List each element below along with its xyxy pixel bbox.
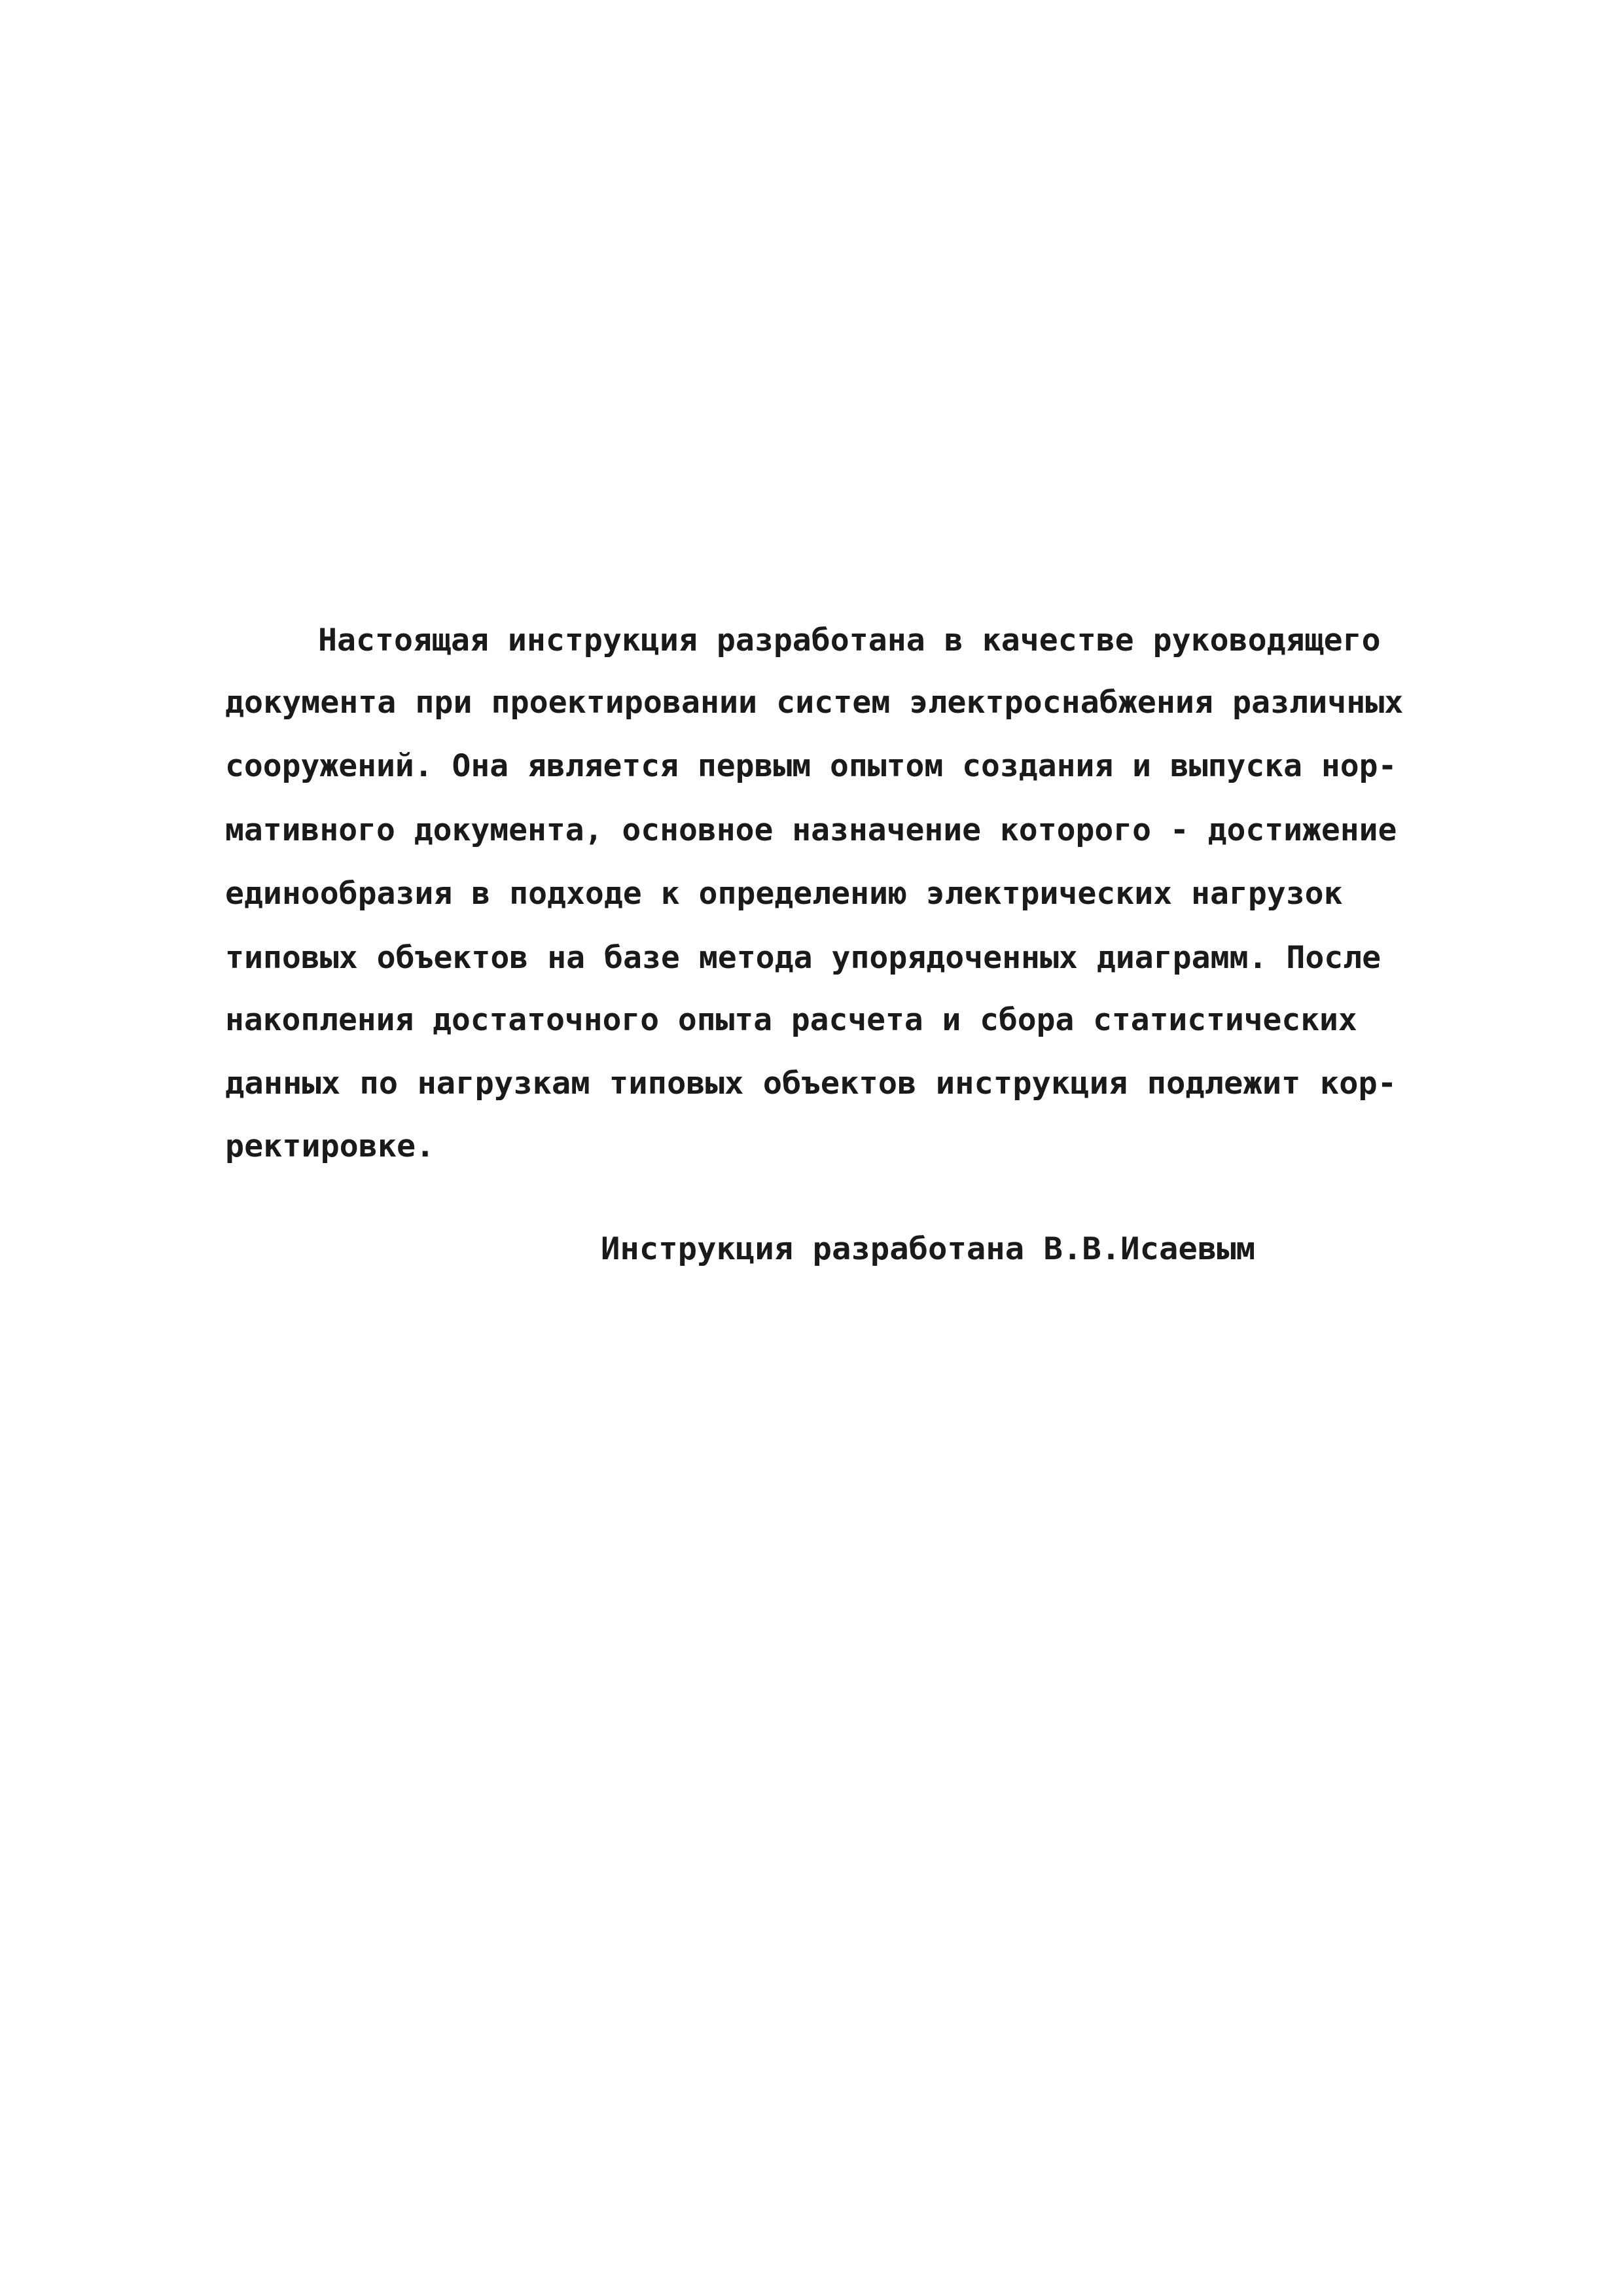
paragraph-line-1: Настоящая инструкция разработана в качестве руководящего bbox=[318, 622, 1381, 658]
paragraph-line-2: документа при проектировании систем электроснабжения различных bbox=[225, 685, 1404, 721]
paragraph-line-8: данных по нагрузкам типовых объектов инструкция подлежит кор- bbox=[225, 1066, 1397, 1102]
paragraph-line-6: типовых объектов на базе метода упорядоченных диаграмм. После bbox=[225, 940, 1382, 976]
paragraph-line-9: ректировке. bbox=[225, 1128, 435, 1164]
author-line: Инструкция разработана В.В.Исаевым bbox=[601, 1231, 1256, 1267]
paragraph-line-3: сооружений. Она является первым опытом создания и выпуска нор- bbox=[225, 748, 1397, 784]
paragraph-line-5: единообразия в подходе к определению электрических нагрузок bbox=[225, 876, 1343, 912]
paragraph-line-4: мативного документа, основное назначение которого - достижение bbox=[225, 812, 1397, 848]
paragraph-line-7: накопления достаточного опыта расчета и сбора статистических bbox=[225, 1002, 1357, 1038]
